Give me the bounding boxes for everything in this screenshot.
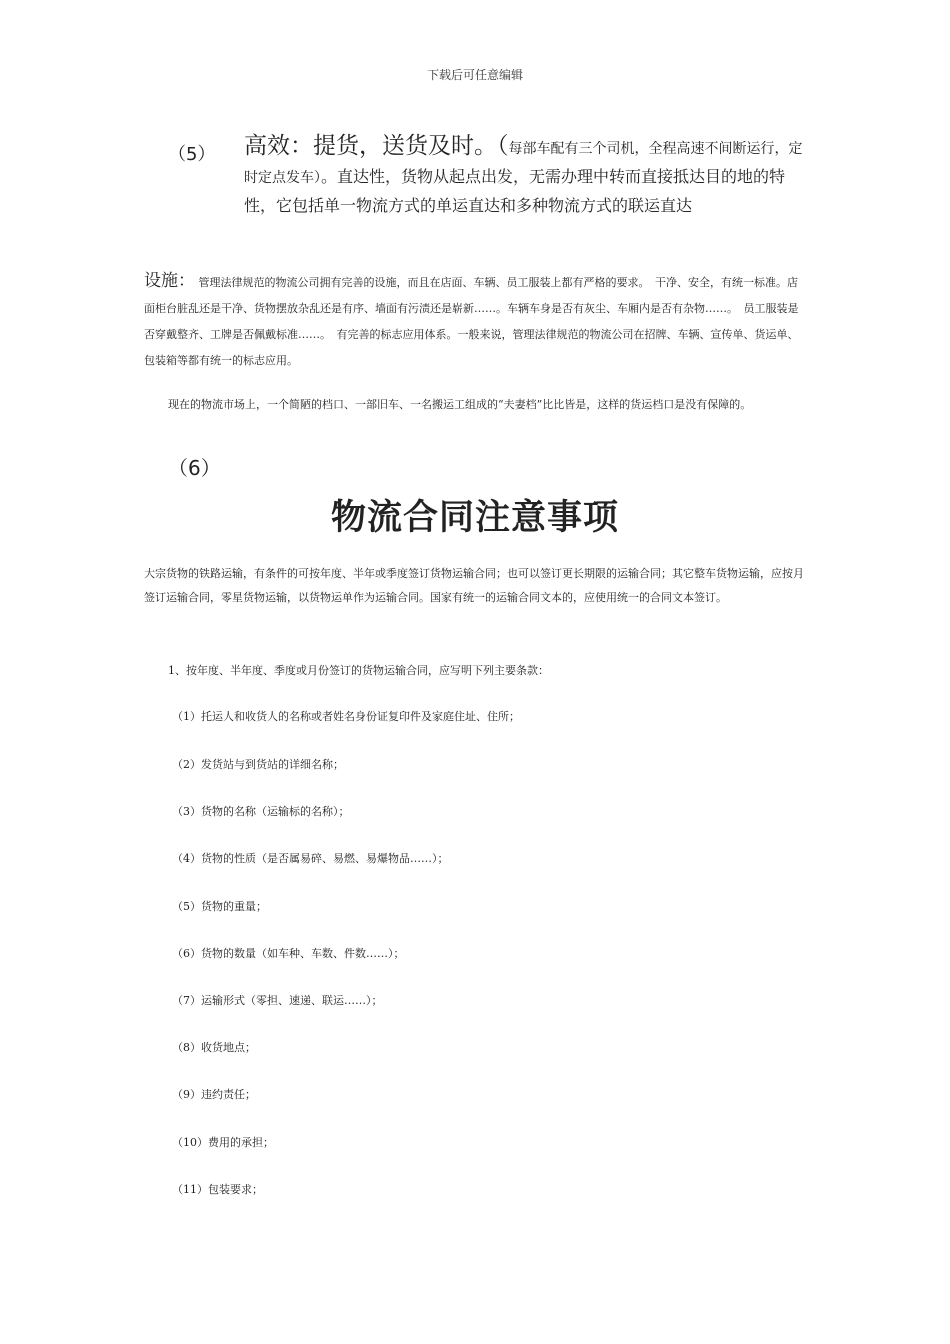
item-6-number: （6） <box>168 456 221 480</box>
clause-item: （2）发货站与到货站的详细名称； <box>172 758 344 771</box>
facility-lead: 设施： <box>144 271 195 291</box>
clause-item: （7）运输形式（零担、速递、联运……）； <box>172 994 383 1007</box>
page-header: 下载后可任意编辑 <box>426 68 523 82</box>
item-5-paren-open: （ <box>497 133 509 159</box>
item-5-headline: 高效：提货，送货及时。 <box>244 133 497 159</box>
clause-item: （1）托运人和收货人的名称或者姓名身份证复印件及家庭住址、住所； <box>172 710 520 723</box>
facility-paragraph <box>144 268 808 374</box>
item-5-body <box>244 132 812 220</box>
item-5-number: （5） <box>168 144 216 165</box>
clause-item: （4）货物的性质（是否属易碎、易燃、易爆物品……）； <box>172 852 449 865</box>
clause-item: （9）违约责任； <box>172 1088 256 1101</box>
clause-item: （6）货物的数量（如车种、车数、件数……）； <box>172 947 405 960</box>
clause-heading: 1、按年度、半年度、季度或月份签订的货物运输合同，应写明下列主要条款： <box>168 664 549 677</box>
clause-item: （11）包装要求； <box>172 1183 263 1196</box>
clause-item: （10）费用的承担； <box>172 1136 274 1149</box>
section-title: 物流合同注意事项 <box>330 498 619 538</box>
item-5-description: 。直达性，货物从起点出发，无需办理中转而直接抵达目的地的特性，它包括单一物流方式的单运直达和多种物流方式的联运直达 <box>244 167 786 215</box>
clause-item: （8）收货地点； <box>172 1041 256 1054</box>
facility-text: 管理法律规范的物流公司拥有完善的设施，而且在店面、车辆、员工服装上都有严格的要求。 干净、安全，有统一标准。店面柜台脏乱还是干净、货物摆放杂乱还是有序、墙面有污渍还是崭新……。车辆车身是否有灰尘、车厢内是否有杂物……。 员工服装是否穿戴整齐、工牌是否佩戴标准……。 有完善的标志应用体系。一般来说，管理法律规范的物流公司在招牌、车辆、宣传单、货运单、包装箱等都有统一的标志应用。 <box>144 276 799 367</box>
intro-paragraph: 大宗货物的铁路运输，有条件的可按年度、半年或季度签订货物运输合同；也可以签订更长期限的运输合同；其它整车货物运输，应按月签订运输合同，零星货物运输，以货物运单作为运输合同。国家有统一的运输合同文本的，应使用统一的合同文本签订。 <box>144 567 804 604</box>
clause-item: （5）货物的重量； <box>172 900 267 913</box>
clause-item: （3）货物的名称（运输标的名称）； <box>172 805 350 818</box>
market-paragraph: 现在的物流市场上，一个简陋的档口、一部旧车、一名搬运工组成的“夫妻档”比比皆是，这样的货运档口是没有保障的。 <box>168 398 752 411</box>
item-5-paren-text: 每部车配有三个司机，全程高速不间断运行，定时定点发车） <box>244 141 803 186</box>
